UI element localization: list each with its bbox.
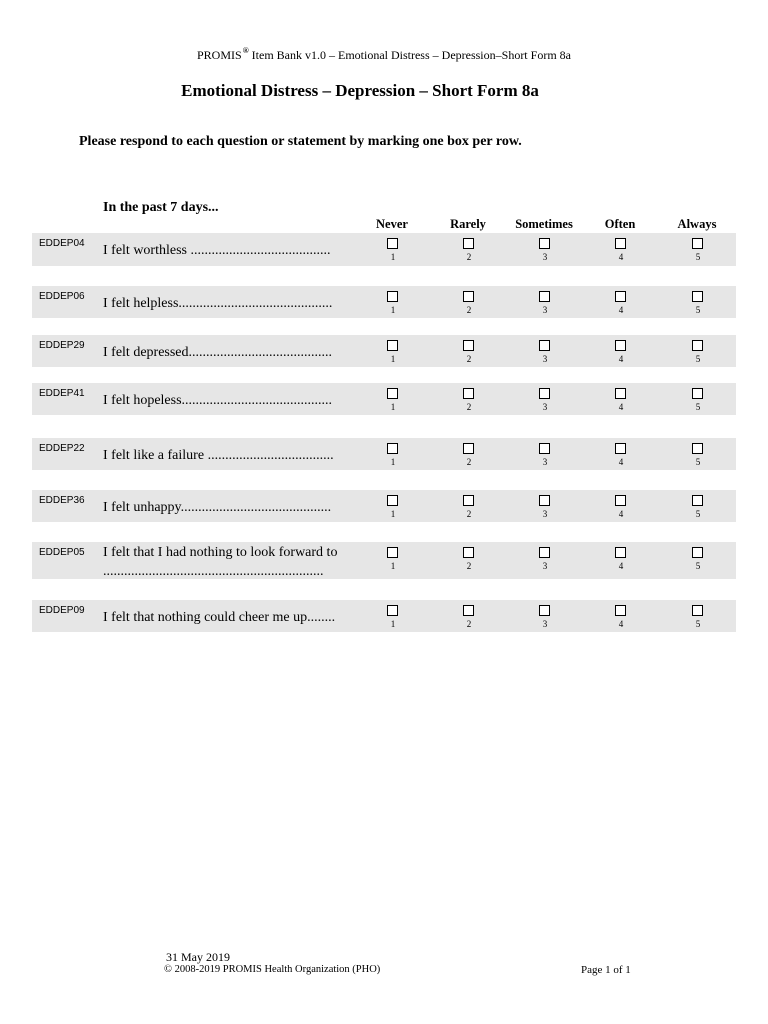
score-value: 2	[466, 354, 472, 364]
score-value: 2	[466, 305, 472, 315]
checkbox[interactable]	[692, 388, 703, 399]
checkbox[interactable]	[615, 547, 626, 558]
response-option-always[interactable]	[683, 547, 713, 575]
response-option-rarely[interactable]	[454, 443, 484, 471]
score-value: 4	[618, 457, 624, 467]
dot-leader: ...............................................................	[103, 564, 324, 579]
response-option-never[interactable]	[378, 388, 408, 416]
dot-leader: ........................................	[190, 243, 331, 258]
item-code: EDDEP29	[39, 340, 85, 351]
item-code: EDDEP41	[39, 388, 85, 399]
score-value: 4	[618, 509, 624, 519]
score-value: 5	[695, 619, 701, 629]
table-row	[32, 600, 736, 632]
score-value: 5	[695, 252, 701, 262]
checkbox[interactable]	[463, 388, 474, 399]
table-row	[32, 542, 736, 579]
checkbox[interactable]	[539, 238, 550, 249]
checkbox[interactable]	[615, 291, 626, 302]
item-code: EDDEP09	[39, 605, 85, 616]
response-option-rarely[interactable]	[454, 388, 484, 416]
checkbox[interactable]	[463, 238, 474, 249]
dot-leader: ....................................	[207, 448, 334, 463]
item-stem	[103, 608, 354, 627]
response-option-often[interactable]	[606, 291, 636, 319]
response-option-always[interactable]	[683, 388, 713, 416]
table-row	[32, 490, 736, 522]
checkbox[interactable]	[615, 388, 626, 399]
checkbox[interactable]	[539, 340, 550, 351]
checkbox[interactable]	[463, 291, 474, 302]
column-header-always: Always	[677, 217, 717, 231]
checkbox[interactable]	[692, 340, 703, 351]
response-option-always[interactable]	[683, 605, 713, 633]
header-rest: Item Bank v1.0 – Emotional Distress – Depression–Short Form 8a	[248, 48, 571, 62]
checkbox[interactable]	[692, 495, 703, 506]
dot-leader: ...........................................	[181, 393, 333, 408]
response-option-sometimes[interactable]	[530, 443, 560, 471]
score-value: 1	[390, 619, 396, 629]
checkbox[interactable]	[539, 291, 550, 302]
checkbox[interactable]	[463, 443, 474, 454]
item-code: EDDEP06	[39, 291, 85, 302]
response-option-never[interactable]	[378, 547, 408, 575]
score-value: 3	[542, 354, 548, 364]
checkbox[interactable]	[539, 495, 550, 506]
column-header-rarely: Rarely	[450, 217, 486, 231]
response-option-often[interactable]	[606, 495, 636, 523]
checkbox[interactable]	[539, 388, 550, 399]
checkbox[interactable]	[692, 547, 703, 558]
item-code: EDDEP05	[39, 547, 85, 558]
score-value: 2	[466, 561, 472, 571]
table-row	[32, 335, 736, 367]
response-option-always[interactable]	[683, 340, 713, 368]
score-value: 5	[695, 561, 701, 571]
item-text: I felt worthless	[103, 243, 191, 258]
score-value: 4	[618, 354, 624, 364]
table-row	[32, 438, 736, 470]
score-value: 2	[466, 402, 472, 412]
score-value: 1	[390, 305, 396, 315]
item-stem	[103, 543, 354, 581]
dot-leader: ............................................	[178, 296, 333, 311]
score-value: 5	[695, 305, 701, 315]
checkbox[interactable]	[692, 291, 703, 302]
checkbox[interactable]	[539, 547, 550, 558]
score-value: 3	[542, 305, 548, 315]
checkbox[interactable]	[615, 238, 626, 249]
response-option-sometimes[interactable]	[530, 238, 560, 266]
document-header	[0, 46, 768, 63]
score-value: 3	[542, 402, 548, 412]
checkbox[interactable]	[539, 443, 550, 454]
score-value: 1	[390, 354, 396, 364]
score-value: 5	[695, 354, 701, 364]
score-value: 2	[466, 509, 472, 519]
checkbox[interactable]	[387, 238, 398, 249]
table-row	[32, 286, 736, 318]
checkbox[interactable]	[615, 443, 626, 454]
item-stem	[103, 343, 354, 362]
response-option-rarely[interactable]	[454, 340, 484, 368]
score-value: 2	[466, 252, 472, 262]
response-option-sometimes[interactable]	[530, 547, 560, 575]
item-stem	[103, 294, 354, 313]
score-value: 2	[466, 457, 472, 467]
response-option-never[interactable]	[378, 443, 408, 471]
checkbox[interactable]	[615, 340, 626, 351]
item-text: I felt like a failure	[103, 448, 208, 463]
response-option-always[interactable]	[683, 238, 713, 266]
checkbox[interactable]	[387, 547, 398, 558]
footer-copyright: © 2008-2019 PROMIS Health Organization (PHO)	[164, 964, 381, 975]
score-value: 1	[390, 509, 396, 519]
response-option-often[interactable]	[606, 443, 636, 471]
item-code: EDDEP36	[39, 495, 85, 506]
score-value: 5	[695, 457, 701, 467]
checkbox[interactable]	[692, 238, 703, 249]
item-text: I felt that nothing could cheer me up	[103, 610, 308, 625]
checkbox[interactable]	[387, 605, 398, 616]
response-option-rarely[interactable]	[454, 495, 484, 523]
response-option-often[interactable]	[606, 605, 636, 633]
score-value: 1	[390, 402, 396, 412]
response-option-never[interactable]	[378, 340, 408, 368]
response-option-rarely[interactable]	[454, 547, 484, 575]
page-title: Emotional Distress – Depression – Short Form 8a	[181, 81, 539, 100]
column-header-often: Often	[604, 217, 636, 231]
checkbox[interactable]	[387, 388, 398, 399]
score-value: 4	[618, 402, 624, 412]
score-value: 3	[542, 561, 548, 571]
checkbox[interactable]	[387, 495, 398, 506]
item-text: I felt helpless	[103, 296, 179, 311]
score-value: 4	[618, 561, 624, 571]
response-option-sometimes[interactable]	[530, 495, 560, 523]
timeframe-label: In the past 7 days...	[103, 200, 219, 215]
dot-leader: ...........................................	[180, 500, 332, 515]
checkbox[interactable]	[463, 340, 474, 351]
score-value: 5	[695, 402, 701, 412]
response-option-rarely[interactable]	[454, 291, 484, 319]
footer-page-number: Page 1 of 1	[581, 964, 631, 976]
checkbox[interactable]	[387, 340, 398, 351]
dot-leader: ........	[307, 610, 336, 625]
response-option-never[interactable]	[378, 238, 408, 266]
score-value: 4	[618, 252, 624, 262]
response-option-often[interactable]	[606, 238, 636, 266]
item-text: I felt unhappy	[103, 500, 181, 515]
checkbox[interactable]	[463, 547, 474, 558]
score-value: 3	[542, 619, 548, 629]
checkbox[interactable]	[463, 495, 474, 506]
response-option-rarely[interactable]	[454, 238, 484, 266]
response-option-often[interactable]	[606, 388, 636, 416]
checkbox[interactable]	[692, 605, 703, 616]
item-code: EDDEP22	[39, 443, 85, 454]
column-header-sometimes: Sometimes	[515, 217, 573, 231]
checkbox[interactable]	[615, 605, 626, 616]
checkbox[interactable]	[387, 443, 398, 454]
score-value: 5	[695, 509, 701, 519]
item-stem	[103, 241, 354, 260]
response-option-never[interactable]	[378, 605, 408, 633]
score-value: 3	[542, 457, 548, 467]
table-row	[32, 383, 736, 415]
response-option-often[interactable]	[606, 340, 636, 368]
response-option-always[interactable]	[683, 495, 713, 523]
instruction-text: Please respond to each question or statement by marking one box per row.	[79, 134, 522, 149]
item-stem	[103, 391, 354, 410]
response-option-never[interactable]	[378, 291, 408, 319]
response-option-sometimes[interactable]	[530, 388, 560, 416]
item-stem	[103, 498, 354, 517]
response-option-sometimes[interactable]	[530, 291, 560, 319]
score-value: 3	[542, 509, 548, 519]
checkbox[interactable]	[615, 495, 626, 506]
footer-date: 31 May 2019	[166, 950, 230, 964]
response-option-always[interactable]	[683, 443, 713, 471]
score-value: 4	[618, 619, 624, 629]
checkbox[interactable]	[463, 605, 474, 616]
header-prefix: PROMIS	[197, 48, 242, 62]
item-text: I felt hopeless	[103, 393, 182, 408]
checkbox[interactable]	[387, 291, 398, 302]
response-option-sometimes[interactable]	[530, 605, 560, 633]
score-value: 1	[390, 252, 396, 262]
score-value: 1	[390, 457, 396, 467]
item-text: I felt that I had nothing to look forward to	[103, 545, 338, 560]
response-option-sometimes[interactable]	[530, 340, 560, 368]
checkbox[interactable]	[539, 605, 550, 616]
response-option-never[interactable]	[378, 495, 408, 523]
response-option-always[interactable]	[683, 291, 713, 319]
registered-mark: ®	[242, 46, 249, 55]
checkbox[interactable]	[692, 443, 703, 454]
item-code: EDDEP04	[39, 238, 85, 249]
score-value: 3	[542, 252, 548, 262]
score-value: 1	[390, 561, 396, 571]
item-stem	[103, 446, 354, 465]
item-text: I felt depressed	[103, 345, 189, 360]
table-row	[32, 233, 736, 266]
response-option-often[interactable]	[606, 547, 636, 575]
score-value: 2	[466, 619, 472, 629]
dot-leader: .........................................	[188, 345, 333, 360]
column-header-never: Never	[376, 217, 408, 231]
score-value: 4	[618, 305, 624, 315]
response-option-rarely[interactable]	[454, 605, 484, 633]
